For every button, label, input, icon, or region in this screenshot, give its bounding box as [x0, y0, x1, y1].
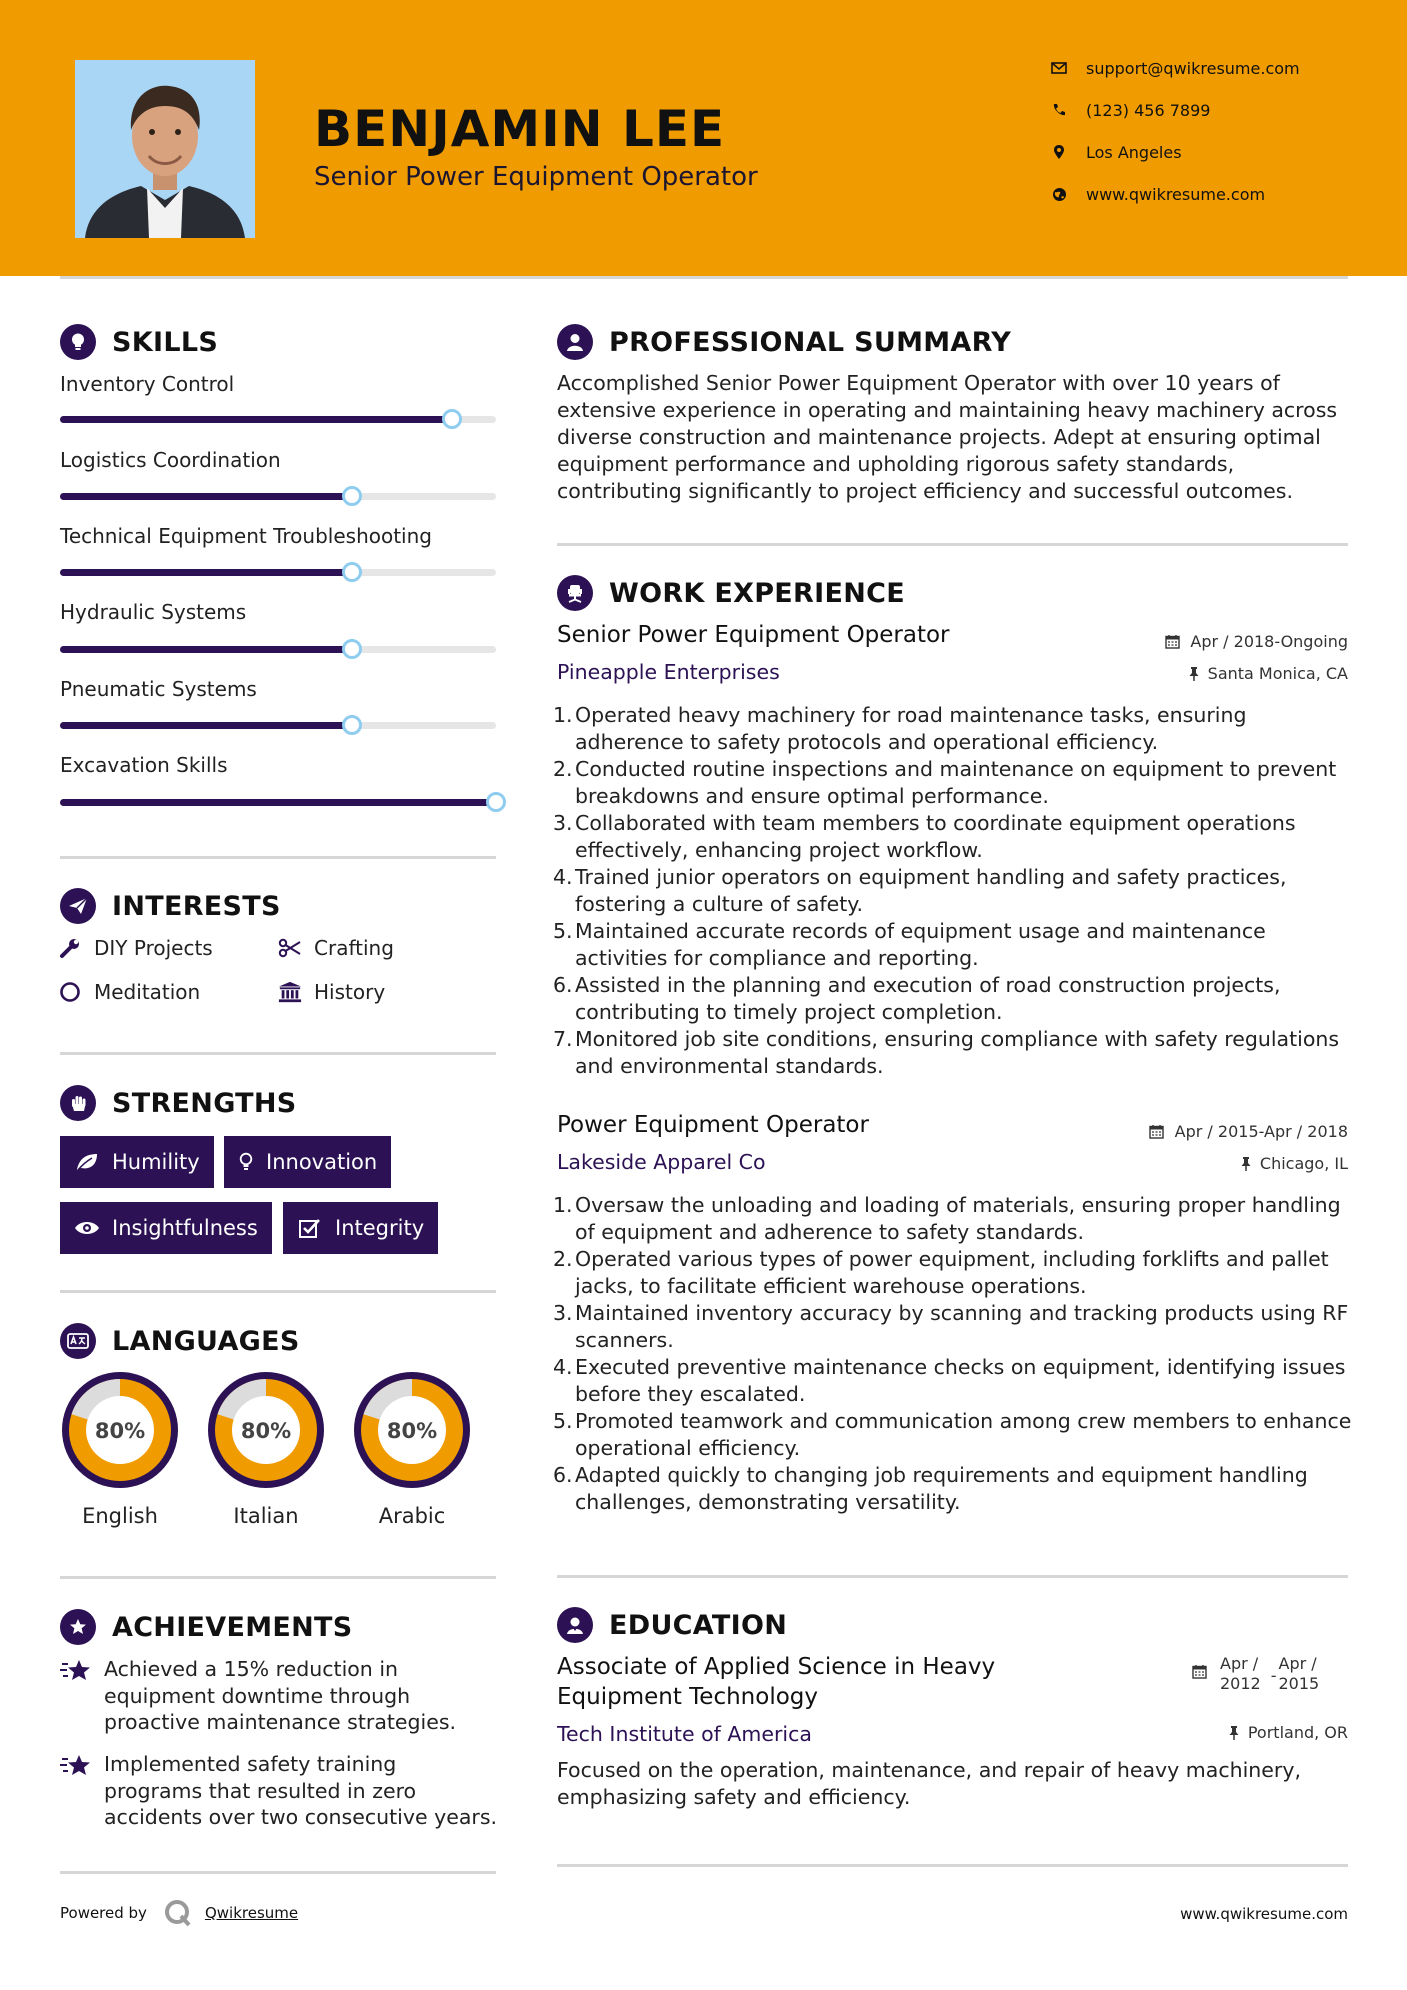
- star-icon: [60, 1753, 92, 1831]
- calendar-icon: [1164, 634, 1180, 650]
- achievements-title: ACHIEVEMENTS: [112, 1611, 353, 1643]
- section-divider: [60, 856, 496, 859]
- job-bullets: [553, 702, 1357, 1080]
- language-icon: [60, 1323, 96, 1359]
- languages-heading: [60, 1323, 300, 1359]
- language-name: English: [82, 1504, 158, 1528]
- section-divider: [60, 1871, 496, 1874]
- job-bullet: 6. Assisted in the planning and execution of road construction projects, contributing to timely project completion.: [553, 973, 1281, 1024]
- contact-phone-text: (123) 456 7899: [1086, 100, 1211, 120]
- job-bullet: 3. Collaborated with team members to coordinate equipment operations effectively, enhancing project workflow.: [553, 811, 1296, 862]
- job-bullet: 7. Monitored job site conditions, ensuring compliance with safety regulations and environmental standards.: [553, 1027, 1340, 1078]
- skill-bar-fill: [60, 416, 452, 423]
- skill-bar-knob: [342, 562, 362, 582]
- job-bullet-text: Trained junior operators on equipment handling and safety practices, fostering a culture of safety.: [575, 865, 1287, 916]
- job-company: Lakeside Apparel Co: [557, 1150, 766, 1174]
- calendar-icon: [1192, 1664, 1208, 1680]
- section-divider: [60, 1290, 496, 1293]
- skill-bar-fill: [60, 799, 496, 806]
- language-donut: [204, 1368, 328, 1492]
- language-item: [58, 1368, 182, 1528]
- skill-label: Technical Equipment Troubleshooting: [60, 524, 432, 548]
- contact-email[interactable]: [1050, 56, 1300, 80]
- achievement-item: [60, 1656, 500, 1736]
- skill-label: Inventory Control: [60, 372, 235, 396]
- language-donut: [58, 1368, 182, 1492]
- scissors-icon: [278, 936, 302, 960]
- job-location-text: Chicago, IL: [1259, 1154, 1348, 1173]
- contact-location-text: Los Angeles: [1086, 142, 1182, 162]
- job-location: [1186, 664, 1348, 683]
- hand-icon: [60, 1085, 96, 1121]
- job-bullet: 1. Oversaw the unloading and loading of materials, ensuring proper handling of equipment and adherence to safety standards.: [553, 1193, 1341, 1244]
- candidate-title: Senior Power Equipment Operator: [314, 162, 758, 192]
- strength-badge: [60, 1136, 214, 1188]
- job-bullet: 5. Promoted teamwork and communication among crew members to enhance operational efficiency.: [553, 1409, 1352, 1460]
- strengths-title: STRENGTHS: [112, 1087, 297, 1119]
- education-heading: [557, 1607, 787, 1643]
- education-dates: [1192, 1654, 1319, 1694]
- skill-bar-knob: [342, 715, 362, 735]
- education-degree: Associate of Applied Science in Heavy Equipment Technology: [557, 1654, 996, 1710]
- eye-icon: [74, 1217, 100, 1239]
- job-bullet-text: Conducted routine inspections and maintenance on equipment to prevent breakdowns and ensure optimal performance.: [575, 757, 1337, 808]
- qwikresume-link[interactable]: Qwikresume: [204, 1904, 299, 1922]
- job-location: [1238, 1154, 1348, 1173]
- job-bullet: 5. Maintained accurate records of equipment usage and maintenance activities for compliance and reporting.: [553, 919, 1266, 970]
- education-start-year: 2012: [1220, 1674, 1261, 1693]
- candidate-name: BENJAMIN LEE: [314, 100, 726, 158]
- job-bullet: 4. Executed preventive maintenance checks on equipment, identifying issues before they escalated.: [553, 1355, 1346, 1406]
- skill-bar: [60, 722, 496, 729]
- job-bullet-text: Operated various types of power equipment, including forklifts and pallet jacks, to facilitate efficient warehouse operations.: [575, 1247, 1329, 1298]
- job-bullet-text: Assisted in the planning and execution of road construction projects, contributing to timely project completion.: [575, 973, 1281, 1024]
- envelope-icon: [1050, 59, 1068, 77]
- powered-by-text: Powered by: [60, 1904, 147, 1922]
- skill-label: Pneumatic Systems: [60, 677, 257, 701]
- skill-bar: [60, 799, 496, 806]
- wrench-icon: [58, 936, 82, 960]
- job-bullet: 6. Adapted quickly to changing job requirements and equipment handling challenges, demonstrating versatility.: [553, 1463, 1308, 1514]
- job-bullet-text: Maintained inventory accuracy by scanning and tracking products using RF scanners.: [575, 1301, 1349, 1352]
- job-location-text: Santa Monica, CA: [1207, 664, 1348, 683]
- phone-icon: [1050, 101, 1068, 119]
- job-bullet-text: Promoted teamwork and communication among crew members to enhance operational efficiency.: [575, 1409, 1352, 1460]
- education-description: Focused on the operation, maintenance, and repair of heavy machinery, emphasizing safety and efficiency.: [557, 1758, 1301, 1809]
- interests-heading: [60, 888, 281, 924]
- summary-title: PROFESSIONAL SUMMARY: [609, 326, 1012, 358]
- pushpin-icon: [1186, 666, 1202, 682]
- summary-text: Accomplished Senior Power Equipment Operator with over 10 years of extensive experience in operating and maintaining heavy machinery across diverse construction and maintenance projects. Adept at ensuring optimal equipment performance and upholding rigorous safety standards, contributing significantly to project efficiency and successful outcomes.: [557, 371, 1338, 503]
- strength-label: Insightfulness: [112, 1216, 258, 1240]
- job-bullet: 1. Operated heavy machinery for road maintenance tasks, ensuring adherence to safety protocols and operational efficiency.: [553, 703, 1247, 754]
- skill-bar-knob: [486, 792, 506, 812]
- skill-bar-knob: [342, 639, 362, 659]
- skill-bar-knob: [442, 409, 462, 429]
- job-bullet: 3. Maintained inventory accuracy by scanning and tracking products using RF scanners.: [553, 1301, 1349, 1352]
- language-name: Italian: [233, 1504, 299, 1528]
- header-divider: [60, 276, 1348, 279]
- language-percent: 80%: [240, 1419, 292, 1443]
- interest-label: Meditation: [94, 980, 201, 1004]
- lightbulb-icon: [60, 324, 96, 360]
- star-icon: [60, 1658, 92, 1736]
- language-percent: 80%: [386, 1419, 438, 1443]
- strength-label: Humility: [112, 1150, 200, 1174]
- paper-plane-icon: [60, 888, 96, 924]
- language-donut: [350, 1368, 474, 1492]
- qwikresume-logo-icon: [163, 1898, 193, 1928]
- education-end: [1279, 1654, 1320, 1694]
- skill-bar: [60, 569, 496, 576]
- skill-label: Hydraulic Systems: [60, 600, 247, 624]
- job-dates-text: Apr / 2015-Apr / 2018: [1174, 1122, 1348, 1141]
- education-location-text: Portland, OR: [1247, 1723, 1348, 1742]
- job-bullet-text: Executed preventive maintenance checks on equipment, identifying issues before they escalated.: [575, 1355, 1346, 1406]
- skill-bar-fill: [60, 646, 352, 653]
- skill-bar: [60, 416, 496, 423]
- strength-badge: [224, 1136, 391, 1188]
- job-bullet: 2. Conducted routine inspections and maintenance on equipment to prevent breakdowns and ensure optimal performance.: [553, 757, 1337, 808]
- strength-label: Integrity: [335, 1216, 425, 1240]
- interest-item: [278, 936, 394, 960]
- resume-header: [0, 0, 1407, 276]
- contact-website[interactable]: [1050, 182, 1265, 206]
- map-pin-icon: [1050, 143, 1068, 161]
- job-bullet-text: Collaborated with team members to coordinate equipment operations effectively, enhancing project workflow.: [575, 811, 1296, 862]
- job-bullet: 2. Operated various types of power equipment, including forklifts and pallet jacks, to facilitate efficient warehouse operations.: [553, 1247, 1329, 1298]
- strengths-heading: [60, 1085, 297, 1121]
- user-icon: [557, 324, 593, 360]
- strength-badge: [60, 1202, 272, 1254]
- contact-website-text: www.qwikresume.com: [1086, 184, 1266, 204]
- interest-label: History: [314, 980, 386, 1004]
- skill-bar-fill: [60, 569, 352, 576]
- interests-title: INTERESTS: [112, 890, 281, 922]
- education-location: [1226, 1723, 1348, 1742]
- pushpin-icon: [1226, 1725, 1242, 1741]
- globe-icon: [1050, 185, 1068, 203]
- footer-website[interactable]: www.qwikresume.com: [1180, 1905, 1348, 1923]
- skill-bar-fill: [60, 722, 352, 729]
- job-dates: [1149, 1122, 1348, 1141]
- strength-badge: [283, 1202, 438, 1254]
- skill-label: Logistics Coordination: [60, 448, 281, 472]
- interest-item: [278, 980, 385, 1004]
- job-bullets: [553, 1192, 1357, 1516]
- job-bullet-text: Adapted quickly to changing job requirements and equipment handling challenges, demonstrating versatility.: [575, 1463, 1308, 1514]
- star-badge-icon: [60, 1609, 96, 1645]
- strength-label: Innovation: [266, 1150, 378, 1174]
- job-company: Pineapple Enterprises: [557, 660, 780, 684]
- skill-bar-fill: [60, 493, 352, 500]
- language-item: [350, 1368, 474, 1528]
- education-start: [1220, 1654, 1261, 1694]
- job-bullet: 4. Trained junior operators on equipment handling and safety practices, fostering a culture of safety.: [553, 865, 1287, 916]
- job-bullet-text: Oversaw the unloading and loading of materials, ensuring proper handling of equipment and adherence to safety standards.: [575, 1193, 1341, 1244]
- student-icon: [557, 1607, 593, 1643]
- interest-label: DIY Projects: [94, 936, 213, 960]
- interest-item: [58, 936, 213, 960]
- summary-heading: [557, 324, 1011, 360]
- job-dates: [1164, 632, 1348, 651]
- skill-bar: [60, 646, 496, 653]
- contact-email-text: support@qwikresume.com: [1086, 58, 1300, 78]
- interest-label: Crafting: [314, 936, 394, 960]
- skill-bar: [60, 493, 496, 500]
- language-percent: 80%: [94, 1419, 146, 1443]
- skills-heading: [60, 324, 218, 360]
- calendar-icon: [1149, 1124, 1165, 1140]
- achievement-text: Implemented safety training programs that resulted in zero accidents over two consecutive years.: [104, 1752, 498, 1829]
- achievement-item: [60, 1751, 500, 1831]
- job-bullet-text: Operated heavy machinery for road maintenance tasks, ensuring adherence to safety protocols and operational efficiency.: [575, 703, 1247, 754]
- section-divider: [557, 543, 1348, 546]
- education-title: EDUCATION: [609, 1609, 788, 1641]
- job-bullet-text: Maintained accurate records of equipment usage and maintenance activities for compliance and reporting.: [575, 919, 1266, 970]
- profile-photo: [75, 60, 255, 238]
- education-end-year: 2015: [1278, 1674, 1320, 1693]
- education-start-month: Apr /: [1220, 1654, 1259, 1673]
- job-bullet-text: Monitored job site conditions, ensuring compliance with safety regulations and environmental standards.: [575, 1027, 1340, 1078]
- skills-title: SKILLS: [112, 326, 219, 358]
- circle-icon: [58, 980, 82, 1004]
- bank-icon: [278, 980, 302, 1004]
- job-dates-text: Apr / 2018-Ongoing: [1190, 632, 1348, 651]
- languages-title: LANGUAGES: [112, 1325, 300, 1357]
- job-title: Senior Power Equipment Operator: [557, 622, 950, 648]
- education-dash: -: [1270, 1666, 1277, 1685]
- skill-bar-knob: [342, 486, 362, 506]
- section-divider: [60, 1052, 496, 1055]
- contact-location: [1050, 140, 1182, 164]
- contact-phone[interactable]: [1050, 98, 1210, 122]
- section-divider: [60, 1576, 496, 1579]
- achievement-text: Achieved a 15% reduction in equipment downtime through proactive maintenance strategies.: [104, 1657, 457, 1734]
- pushpin-icon: [1238, 1156, 1254, 1172]
- achievements-heading: [60, 1609, 353, 1645]
- check-square-icon: [297, 1217, 323, 1239]
- section-divider: [557, 1575, 1348, 1578]
- section-divider: [557, 1864, 1348, 1867]
- interest-item: [58, 980, 200, 1004]
- skill-label: Excavation Skills: [60, 753, 228, 777]
- lightbulb-icon: [238, 1151, 254, 1173]
- experience-title: WORK EXPERIENCE: [609, 577, 905, 609]
- job-title: Power Equipment Operator: [557, 1112, 869, 1138]
- language-item: [204, 1368, 328, 1528]
- education-end-month: Apr /: [1278, 1654, 1317, 1673]
- office-chair-icon: [557, 575, 593, 611]
- footer-powered-by: [60, 1898, 298, 1928]
- experience-heading: [557, 575, 905, 611]
- education-school: Tech Institute of America: [557, 1722, 812, 1746]
- leaf-icon: [74, 1151, 100, 1173]
- language-name: Arabic: [378, 1504, 446, 1528]
